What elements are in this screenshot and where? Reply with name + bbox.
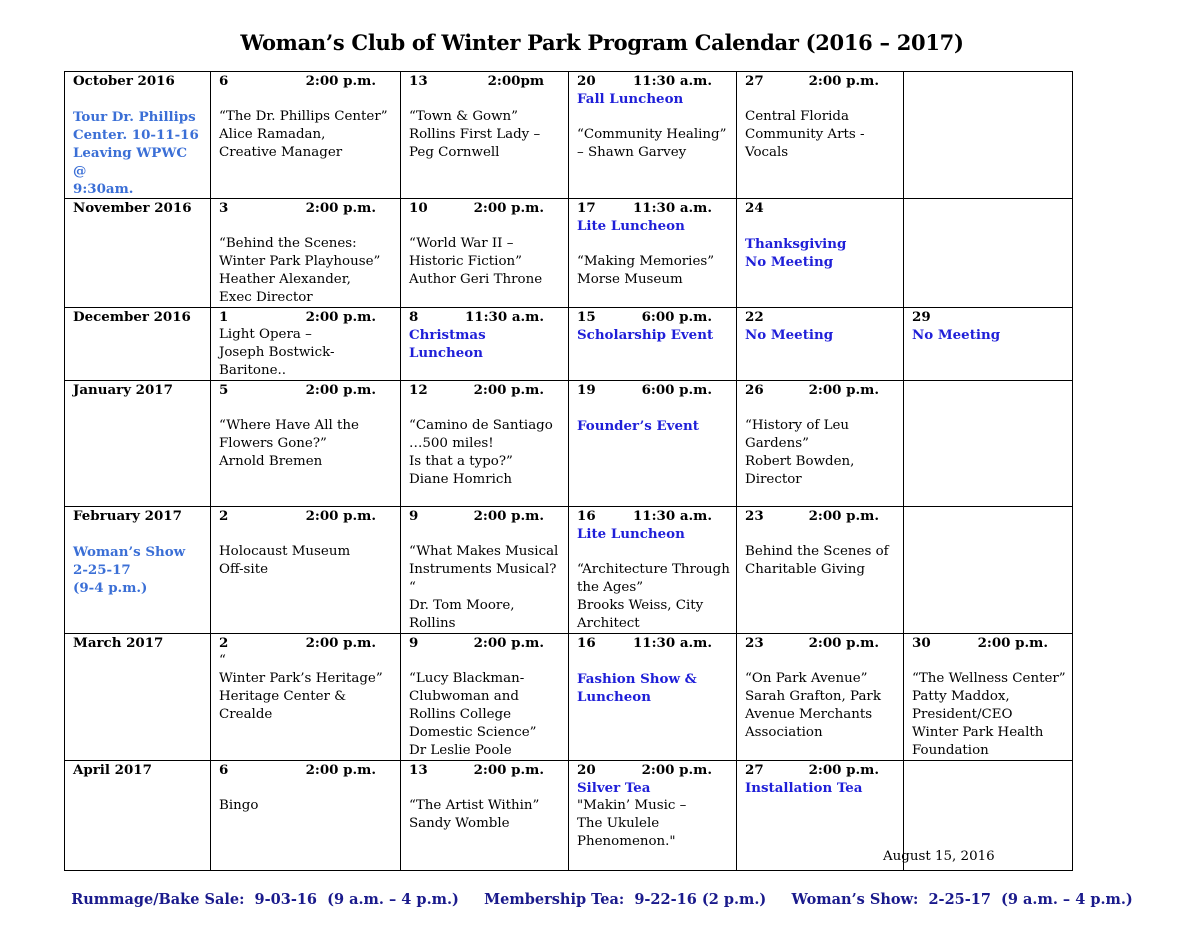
program-detail-line: Avenue Merchants xyxy=(745,707,873,722)
day-header xyxy=(745,634,897,652)
event-time: 2:00 p.m. xyxy=(473,508,544,524)
program-detail-line: “On Park Avenue” xyxy=(745,671,868,686)
program-detail-line: Vocals xyxy=(745,145,789,160)
month-cell xyxy=(65,199,211,308)
program-detail-line: Morse Museum xyxy=(577,272,683,287)
event-time: 2:00 p.m. xyxy=(305,508,376,524)
event-title-line: Founder’s Event xyxy=(577,418,699,434)
day-cell xyxy=(737,761,904,871)
month-note-line: Leaving WPWC @ xyxy=(73,145,188,179)
program-detail-line: “What Makes Musical xyxy=(409,544,559,559)
day-cell xyxy=(401,634,569,761)
program-detail-line: Joseph Bostwick- xyxy=(219,345,335,360)
event-title: Lite Luncheon xyxy=(577,218,685,234)
event-time: 2:00 p.m. xyxy=(977,635,1048,651)
program-detail-line xyxy=(409,779,562,797)
program-detail-line xyxy=(577,543,730,561)
month-cell xyxy=(65,507,211,634)
day-header xyxy=(219,634,394,652)
day-cell xyxy=(569,507,737,634)
event-time: 2:00 p.m. xyxy=(305,382,376,398)
event-title-line xyxy=(577,652,730,670)
day-number: 23 xyxy=(745,635,764,651)
day-cell xyxy=(737,199,904,308)
day-header xyxy=(219,72,394,90)
day-cell xyxy=(904,72,1073,199)
revision-date: August 15, 2016 xyxy=(883,849,995,864)
month-cell xyxy=(65,634,211,761)
calendar-row xyxy=(65,507,1073,634)
day-header xyxy=(745,72,897,90)
event-time: 2:00 p.m. xyxy=(305,309,376,325)
program-detail-line: Peg Cornwell xyxy=(409,145,500,160)
day-cell xyxy=(401,308,569,381)
event-time: 11:30 a.m. xyxy=(632,200,712,216)
event-title-line: Fashion Show & xyxy=(577,671,697,687)
program-detail-line xyxy=(409,525,562,543)
day-cell xyxy=(737,308,904,381)
day-number: 17 xyxy=(577,200,596,216)
program-detail-line: Sarah Grafton, Park xyxy=(745,689,881,704)
program-detail-line: Clubwoman and xyxy=(409,689,519,704)
program-detail-line: “The Artist Within” xyxy=(409,798,540,813)
day-number: 12 xyxy=(409,382,428,398)
program-detail-line: the Ages” xyxy=(577,580,644,595)
program-detail-line xyxy=(219,525,394,543)
event-title-line: Luncheon xyxy=(577,689,651,705)
program-detail-line: Heritage Center & xyxy=(219,689,347,704)
program-detail-line: – Shawn Garvey xyxy=(577,145,687,160)
day-cell xyxy=(211,199,401,308)
event-title: Silver Tea xyxy=(577,780,651,796)
day-number: 2 xyxy=(219,635,229,651)
calendar-row xyxy=(65,308,1073,381)
program-detail-line: “World War II – xyxy=(409,236,514,251)
program-detail-line xyxy=(409,217,562,235)
day-header xyxy=(409,381,562,399)
month-note-line: (9-4 p.m.) xyxy=(73,580,148,596)
program-detail-line xyxy=(219,779,394,797)
day-header xyxy=(409,308,562,326)
program-detail-line xyxy=(577,108,730,126)
program-detail-line: Winter Park Health xyxy=(912,725,1044,740)
day-number: 19 xyxy=(577,382,596,398)
day-header xyxy=(219,381,394,399)
program-detail-line: President/CEO xyxy=(912,707,1013,722)
event-time: 2:00 p.m. xyxy=(473,382,544,398)
program-detail-line: Rollins College xyxy=(409,707,512,722)
program-detail-line: Winter Park’s Heritage” xyxy=(219,671,383,686)
day-number: 29 xyxy=(912,309,931,325)
program-detail-line: “Architecture Through xyxy=(577,562,730,577)
day-header xyxy=(577,634,730,652)
event-time: 2:00 p.m. xyxy=(305,200,376,216)
program-detail-line: Historic Fiction” xyxy=(409,254,522,269)
day-cell xyxy=(569,308,737,381)
event-title: Installation Tea xyxy=(745,780,863,796)
month-note-line: 2-25-17 xyxy=(73,562,131,578)
program-detail-line: The Ukulele xyxy=(577,816,660,831)
day-number: 26 xyxy=(745,382,764,398)
program-detail-line: “ xyxy=(219,653,226,668)
day-header xyxy=(577,308,730,326)
program-detail-line: Architect xyxy=(577,616,640,631)
day-cell xyxy=(211,507,401,634)
event-time xyxy=(1048,308,1066,326)
day-cell xyxy=(569,199,737,308)
day-cell xyxy=(569,381,737,507)
event-time: 2:00 p.m. xyxy=(808,635,879,651)
day-cell xyxy=(569,72,737,199)
day-number: 27 xyxy=(745,762,764,778)
day-header xyxy=(577,72,730,90)
program-detail-line: “The Dr. Phillips Center” xyxy=(219,109,388,124)
spacer xyxy=(73,90,204,108)
day-number: 9 xyxy=(409,635,419,651)
program-detail-line xyxy=(745,399,897,417)
month-note-line: Tour Dr. Phillips xyxy=(73,109,196,125)
day-cell xyxy=(401,199,569,308)
program-detail-line: Creative Manager xyxy=(219,145,343,160)
month-cell xyxy=(65,381,211,507)
event-title: No Meeting xyxy=(912,327,1001,343)
day-header xyxy=(745,308,897,326)
month-label: November 2016 xyxy=(73,200,192,216)
event-time: 2:00 p.m. xyxy=(808,762,879,778)
program-detail-line: Arnold Bremen xyxy=(219,454,323,469)
event-time: 2:00 p.m. xyxy=(305,762,376,778)
program-detail-line xyxy=(745,525,897,543)
day-cell xyxy=(904,381,1073,507)
day-header xyxy=(409,761,562,779)
month-label: March 2017 xyxy=(73,635,164,651)
program-detail-line: Sandy Womble xyxy=(409,816,510,831)
day-header xyxy=(745,761,897,779)
program-detail-line xyxy=(219,217,394,235)
program-detail-line: Holocaust Museum xyxy=(219,544,351,559)
day-number: 6 xyxy=(219,73,229,89)
day-number: 3 xyxy=(219,200,229,216)
event-title: Christmas Luncheon xyxy=(409,327,486,361)
day-cell xyxy=(401,761,569,871)
day-header xyxy=(409,634,562,652)
day-number: 24 xyxy=(745,200,764,216)
day-number: 13 xyxy=(409,73,428,89)
day-number: 16 xyxy=(577,508,596,524)
program-detail-line: Association xyxy=(745,725,823,740)
program-detail-line: Foundation xyxy=(912,743,989,758)
event-title-line: Thanksgiving xyxy=(745,236,847,252)
day-header xyxy=(745,507,897,525)
day-number: 10 xyxy=(409,200,428,216)
day-cell xyxy=(569,761,737,871)
day-cell xyxy=(904,199,1073,308)
day-header xyxy=(745,199,897,217)
program-detail-line: Bingo xyxy=(219,798,259,813)
day-cell xyxy=(904,507,1073,634)
program-detail-line: Crealde xyxy=(219,707,273,722)
program-detail-line: Domestic Science” xyxy=(409,725,537,740)
day-number: 9 xyxy=(409,508,419,524)
program-detail-line: “Making Memories” xyxy=(577,254,715,269)
month-note-line: 9:30am. xyxy=(73,181,134,197)
day-number: 22 xyxy=(745,309,764,325)
day-header xyxy=(409,507,562,525)
program-detail-line: Exec Director xyxy=(219,290,313,305)
day-cell xyxy=(904,308,1073,381)
day-header xyxy=(409,199,562,217)
program-detail-line: Director xyxy=(745,472,802,487)
program-detail-line: “The Wellness Center” xyxy=(912,671,1066,686)
program-detail-line: Off-site xyxy=(219,562,268,577)
day-number: 20 xyxy=(577,762,596,778)
program-detail-line: “Where Have All the xyxy=(219,418,359,433)
program-detail-line: Brooks Weiss, City xyxy=(577,598,704,613)
event-time: 2:00pm xyxy=(487,73,544,89)
day-header xyxy=(219,507,394,525)
day-header xyxy=(219,308,394,326)
month-cell xyxy=(65,761,211,871)
day-header xyxy=(219,761,394,779)
program-detail-line: Light Opera – xyxy=(219,327,312,342)
event-title: Lite Luncheon xyxy=(577,526,685,542)
program-detail-line xyxy=(409,90,562,108)
day-cell xyxy=(737,72,904,199)
event-time: 11:30 a.m. xyxy=(632,635,712,651)
program-detail-line: Rollins First Lady – xyxy=(409,127,541,142)
month-label: April 2017 xyxy=(73,762,152,778)
event-time: 2:00 p.m. xyxy=(808,508,879,524)
program-detail-line: “Lucy Blackman- xyxy=(409,671,525,686)
program-detail-line: “Community Healing” xyxy=(577,127,727,142)
event-title: Fall Luncheon xyxy=(577,91,684,107)
key-dates-line: Rummage/Bake Sale: 9-03-16 (9 a.m. – 4 p.m.) Membership Tea: 9-22-16 (2 p.m.) Woman’s Show: 2-25-17 (9 a.m. – 4 p.m.) xyxy=(71,891,1133,908)
day-cell xyxy=(211,381,401,507)
day-cell xyxy=(401,507,569,634)
day-cell xyxy=(737,634,904,761)
day-cell xyxy=(737,381,904,507)
program-detail-line: "Makin’ Music – xyxy=(577,798,687,813)
program-detail-line: Phenomenon." xyxy=(577,834,676,849)
day-number: 5 xyxy=(219,382,229,398)
program-detail-line: “Camino de Santiago xyxy=(409,418,553,433)
program-detail-line: Dr. Tom Moore, Rollins xyxy=(409,598,515,631)
calendar-row xyxy=(65,199,1073,308)
program-detail-line: “Town & Gown” xyxy=(409,109,519,124)
calendar-row xyxy=(65,72,1073,199)
day-number: 15 xyxy=(577,309,596,325)
day-cell xyxy=(211,72,401,199)
program-detail-line: Central Florida xyxy=(745,109,849,124)
program-detail-line: Is that a typo?” xyxy=(409,454,513,469)
calendar-row xyxy=(65,634,1073,761)
day-cell xyxy=(737,507,904,634)
day-header xyxy=(219,199,394,217)
day-header xyxy=(577,761,730,779)
program-detail-line: “History of Leu xyxy=(745,418,850,433)
month-cell xyxy=(65,308,211,381)
program-detail-line: Patty Maddox, xyxy=(912,689,1010,704)
day-cell xyxy=(211,634,401,761)
program-detail-line: Diane Homrich xyxy=(409,472,513,487)
day-number: 30 xyxy=(912,635,931,651)
day-number: 1 xyxy=(219,309,229,325)
page-title: Woman’s Club of Winter Park Program Calendar (2016 – 2017) xyxy=(240,30,964,55)
event-time: 2:00 p.m. xyxy=(641,762,712,778)
day-number: 8 xyxy=(409,309,419,325)
program-detail-line: Flowers Gone?” xyxy=(219,436,327,451)
calendar-row xyxy=(65,381,1073,507)
program-detail-line: Baritone.. xyxy=(219,363,287,378)
event-time: 2:00 p.m. xyxy=(473,635,544,651)
day-cell xyxy=(211,308,401,381)
day-cell xyxy=(904,634,1073,761)
program-detail-line: “Behind the Scenes: xyxy=(219,236,357,251)
program-detail-line xyxy=(745,90,897,108)
spacer xyxy=(73,525,204,543)
event-time: 2:00 p.m. xyxy=(808,382,879,398)
event-time: 2:00 p.m. xyxy=(808,73,879,89)
day-number: 16 xyxy=(577,635,596,651)
event-time xyxy=(879,199,897,217)
event-time: 11:30 a.m. xyxy=(632,508,712,524)
day-number: 2 xyxy=(219,508,229,524)
event-time: 2:00 p.m. xyxy=(305,73,376,89)
day-number: 23 xyxy=(745,508,764,524)
program-detail-line xyxy=(409,399,562,417)
day-cell xyxy=(569,634,737,761)
event-time: 2:00 p.m. xyxy=(473,200,544,216)
month-note-line: Center. 10-11-16 xyxy=(73,127,199,143)
day-header xyxy=(745,381,897,399)
month-label: October 2016 xyxy=(73,73,175,89)
program-detail-line: Instruments Musical? “ xyxy=(409,562,557,595)
program-detail-line xyxy=(577,235,730,253)
day-number: 20 xyxy=(577,73,596,89)
month-label: January 2017 xyxy=(73,382,173,398)
program-calendar-table xyxy=(64,71,1073,871)
program-detail-line: Charitable Giving xyxy=(745,562,865,577)
program-detail-line xyxy=(912,652,1066,670)
day-cell xyxy=(401,381,569,507)
day-header xyxy=(409,72,562,90)
day-cell xyxy=(401,72,569,199)
day-header xyxy=(577,507,730,525)
event-title: No Meeting xyxy=(745,327,834,343)
program-detail-line: Heather Alexander, xyxy=(219,272,351,287)
program-detail-line: Behind the Scenes of xyxy=(745,544,889,559)
program-detail-line: …500 miles! xyxy=(409,436,494,451)
program-detail-line: Winter Park Playhouse” xyxy=(219,254,381,269)
event-time: 11:30 a.m. xyxy=(464,309,544,325)
program-detail-line xyxy=(219,399,394,417)
month-note-line: Woman’s Show xyxy=(73,544,186,560)
event-time: 11:30 a.m. xyxy=(632,73,712,89)
month-label: December 2016 xyxy=(73,309,191,325)
event-title-line xyxy=(577,399,730,417)
day-header xyxy=(577,381,730,399)
program-detail-line: Alice Ramadan, xyxy=(219,127,326,142)
event-title-line xyxy=(745,217,897,235)
program-detail-line xyxy=(745,652,897,670)
day-number: 13 xyxy=(409,762,428,778)
program-detail-line: Gardens” xyxy=(745,436,809,451)
day-header xyxy=(912,308,1066,326)
program-detail-line: Community Arts - xyxy=(745,127,865,142)
program-detail-line: Robert Bowden, xyxy=(745,454,855,469)
event-time: 6:00 p.m. xyxy=(641,309,712,325)
event-title-line: No Meeting xyxy=(745,254,834,270)
day-header xyxy=(577,199,730,217)
event-time: 2:00 p.m. xyxy=(305,635,376,651)
event-time: 6:00 p.m. xyxy=(641,382,712,398)
day-cell xyxy=(211,761,401,871)
day-number: 27 xyxy=(745,73,764,89)
program-detail-line: Author Geri Throne xyxy=(409,272,543,287)
program-detail-line: Dr Leslie Poole xyxy=(409,743,512,758)
event-time xyxy=(879,308,897,326)
day-header xyxy=(912,634,1066,652)
month-cell xyxy=(65,72,211,199)
program-detail-line xyxy=(409,652,562,670)
program-detail-line xyxy=(219,90,394,108)
event-title: Scholarship Event xyxy=(577,327,714,343)
day-number: 6 xyxy=(219,762,229,778)
month-label: February 2017 xyxy=(73,508,182,524)
event-time: 2:00 p.m. xyxy=(473,762,544,778)
